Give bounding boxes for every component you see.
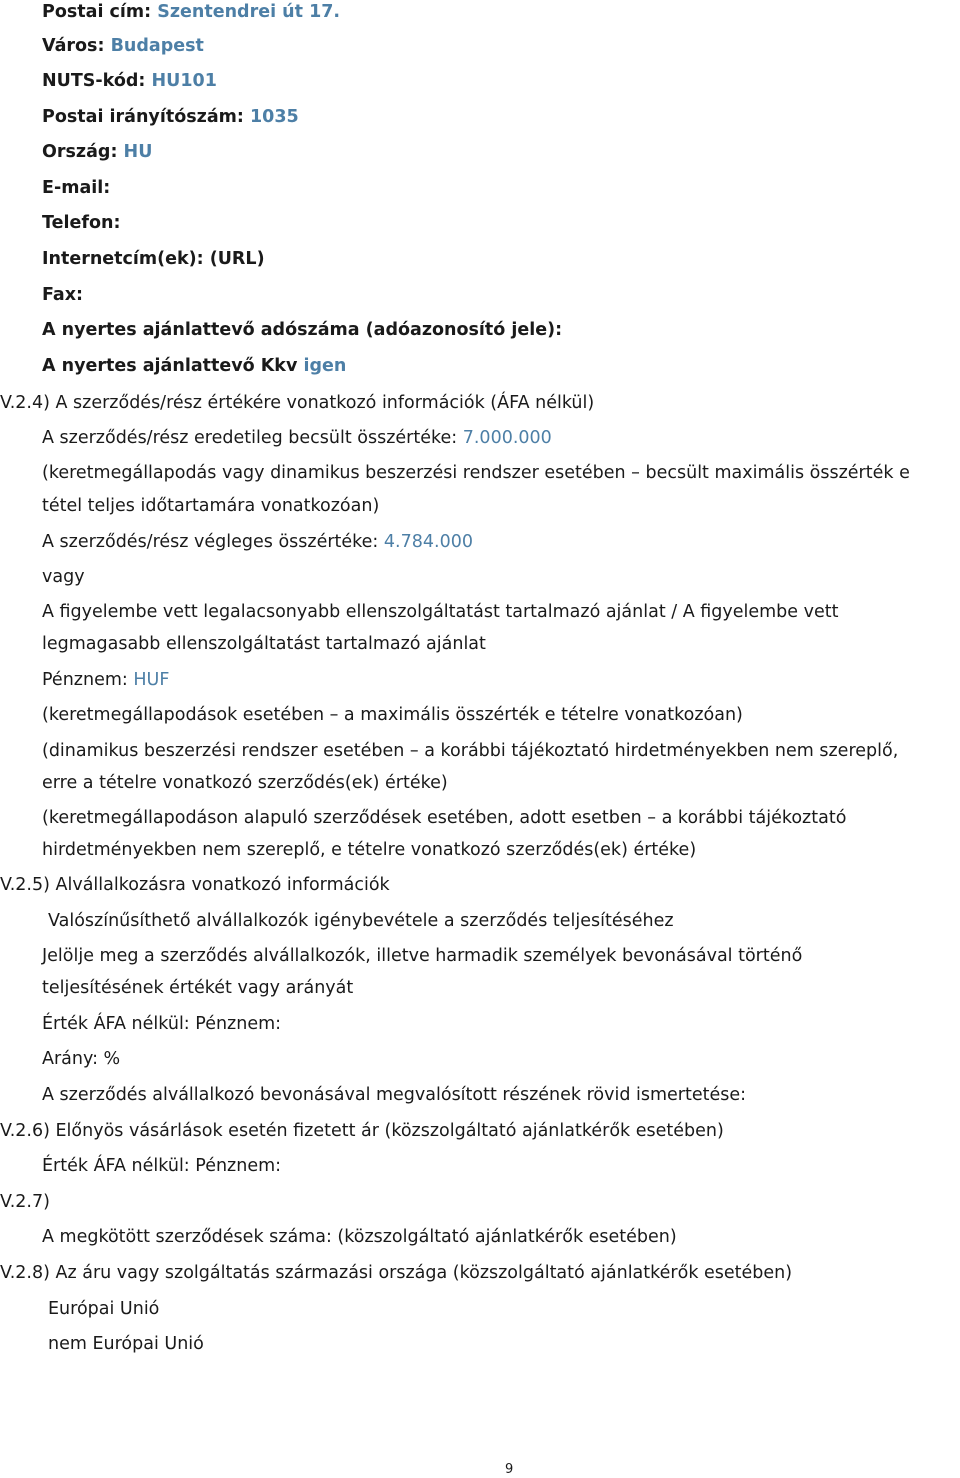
section-v28-heading: V.2.8) Az áru vagy szolgáltatás származási országa (közszolgáltató ajánlatkérők esetében) bbox=[0, 1263, 793, 1283]
postal-address-label: Postai cím: bbox=[42, 2, 152, 22]
subcontracting-likely: Valószínűsíthető alvállalkozók igénybevétele a szerződés teljesítéséhez bbox=[48, 911, 674, 931]
based-contracts-note-line2: hirdetményekben nem szereplő, e tételre vonatkozó szerződés(ek) értéke) bbox=[42, 840, 697, 860]
sme-label: A nyertes ajánlattevő Kkv bbox=[42, 356, 298, 376]
sme-line bbox=[42, 354, 346, 378]
currency-line bbox=[42, 668, 169, 692]
nuts-line bbox=[42, 69, 217, 93]
estimated-value-label: A szerződés/rész eredetileg becsült összértéke: bbox=[42, 428, 458, 448]
city-label: Város: bbox=[42, 36, 105, 56]
section-v24-heading: V.2.4) A szerződés/rész értékére vonatkozó információk (ÁFA nélkül) bbox=[0, 393, 595, 413]
subcontracting-value-label: Érték ÁFA nélkül: Pénznem: bbox=[42, 1014, 282, 1034]
framework-max-note: (keretmegállapodások esetében – a maximális összérték e tételre vonatkozóan) bbox=[42, 705, 743, 725]
or-text: vagy bbox=[42, 567, 85, 587]
section-v25-heading: V.2.5) Alvállalkozásra vonatkozó információk bbox=[0, 875, 390, 895]
final-value-label: A szerződés/rész végleges összértéke: bbox=[42, 532, 379, 552]
country-label: Ország: bbox=[42, 142, 118, 162]
offer-line1: A figyelembe vett legalacsonyabb ellenszolgáltatást tartalmazó ajánlat / A figyelembe vett bbox=[42, 602, 839, 622]
postal-address-value: Szentendrei út 17. bbox=[157, 2, 341, 22]
subcontracting-desc-label: A szerződés alvállalkozó bevonásával megvalósított részének rövid ismertetése: bbox=[42, 1085, 747, 1105]
country-value: HU bbox=[123, 142, 153, 162]
zip-value: 1035 bbox=[249, 107, 299, 127]
origin-non-eu: nem Európai Unió bbox=[48, 1334, 204, 1354]
section-v27-heading: V.2.7) bbox=[0, 1192, 50, 1212]
dynamic-note-line1: (dinamikus beszerzési rendszer esetében – a korábbi tájékoztató hirdetményekben nem szereplő, bbox=[42, 741, 899, 761]
dynamic-note-line2: erre a tételre vonatkozó szerződés(ek) értéke) bbox=[42, 773, 448, 793]
framework-note-line2: tétel teljes időtartamára vonatkozóan) bbox=[42, 496, 380, 516]
phone-label: Telefon: bbox=[42, 213, 121, 233]
url-label: Internetcím(ek): (URL) bbox=[42, 249, 265, 269]
nuts-label: NUTS-kód: bbox=[42, 71, 146, 91]
bargain-value-label: Érték ÁFA nélkül: Pénznem: bbox=[42, 1156, 282, 1176]
subcontracting-ratio-label: Arány: % bbox=[42, 1049, 121, 1069]
estimated-value-line bbox=[42, 426, 552, 450]
city-line bbox=[42, 34, 204, 58]
nuts-value: HU101 bbox=[151, 71, 217, 91]
city-value: Budapest bbox=[110, 36, 204, 56]
page-number: 9 bbox=[505, 1462, 514, 1477]
section-v26-heading: V.2.6) Előnyös vásárlások esetén fizetett ár (közszolgáltató ajánlatkérők esetében) bbox=[0, 1121, 724, 1141]
fax-label: Fax: bbox=[42, 285, 84, 305]
origin-eu: Európai Unió bbox=[48, 1299, 160, 1319]
subcontracting-indicate-line1: Jelölje meg a szerződés alvállalkozók, illetve harmadik személyek bevonásával történő bbox=[42, 946, 803, 966]
offer-line2: legmagasabb ellenszolgáltatást tartalmazó ajánlat bbox=[42, 634, 486, 654]
currency-value: HUF bbox=[133, 670, 170, 690]
final-value-line bbox=[42, 530, 473, 554]
based-contracts-note-line1: (keretmegállapodáson alapuló szerződések esetében, adott esetben – a korábbi tájékoztató bbox=[42, 808, 847, 828]
subcontracting-indicate-line2: teljesítésének értékét vagy arányát bbox=[42, 978, 354, 998]
sme-value: igen bbox=[303, 356, 347, 376]
estimated-value: 7.000.000 bbox=[462, 428, 552, 448]
zip-label: Postai irányítószám: bbox=[42, 107, 244, 127]
postal-address-line bbox=[42, 0, 340, 24]
country-line bbox=[42, 140, 152, 164]
final-value: 4.784.000 bbox=[383, 532, 473, 552]
currency-label: Pénznem: bbox=[42, 670, 128, 690]
framework-note-line1: (keretmegállapodás vagy dinamikus beszerzési rendszer esetében – becsült maximális összérték e bbox=[42, 463, 910, 483]
email-label: E-mail: bbox=[42, 178, 111, 198]
contracts-count-label: A megkötött szerződések száma: (közszolgáltató ajánlatkérők esetében) bbox=[42, 1227, 677, 1247]
tax-id-label: A nyertes ajánlattevő adószáma (adóazonosító jele): bbox=[42, 320, 563, 340]
zip-line bbox=[42, 105, 299, 129]
